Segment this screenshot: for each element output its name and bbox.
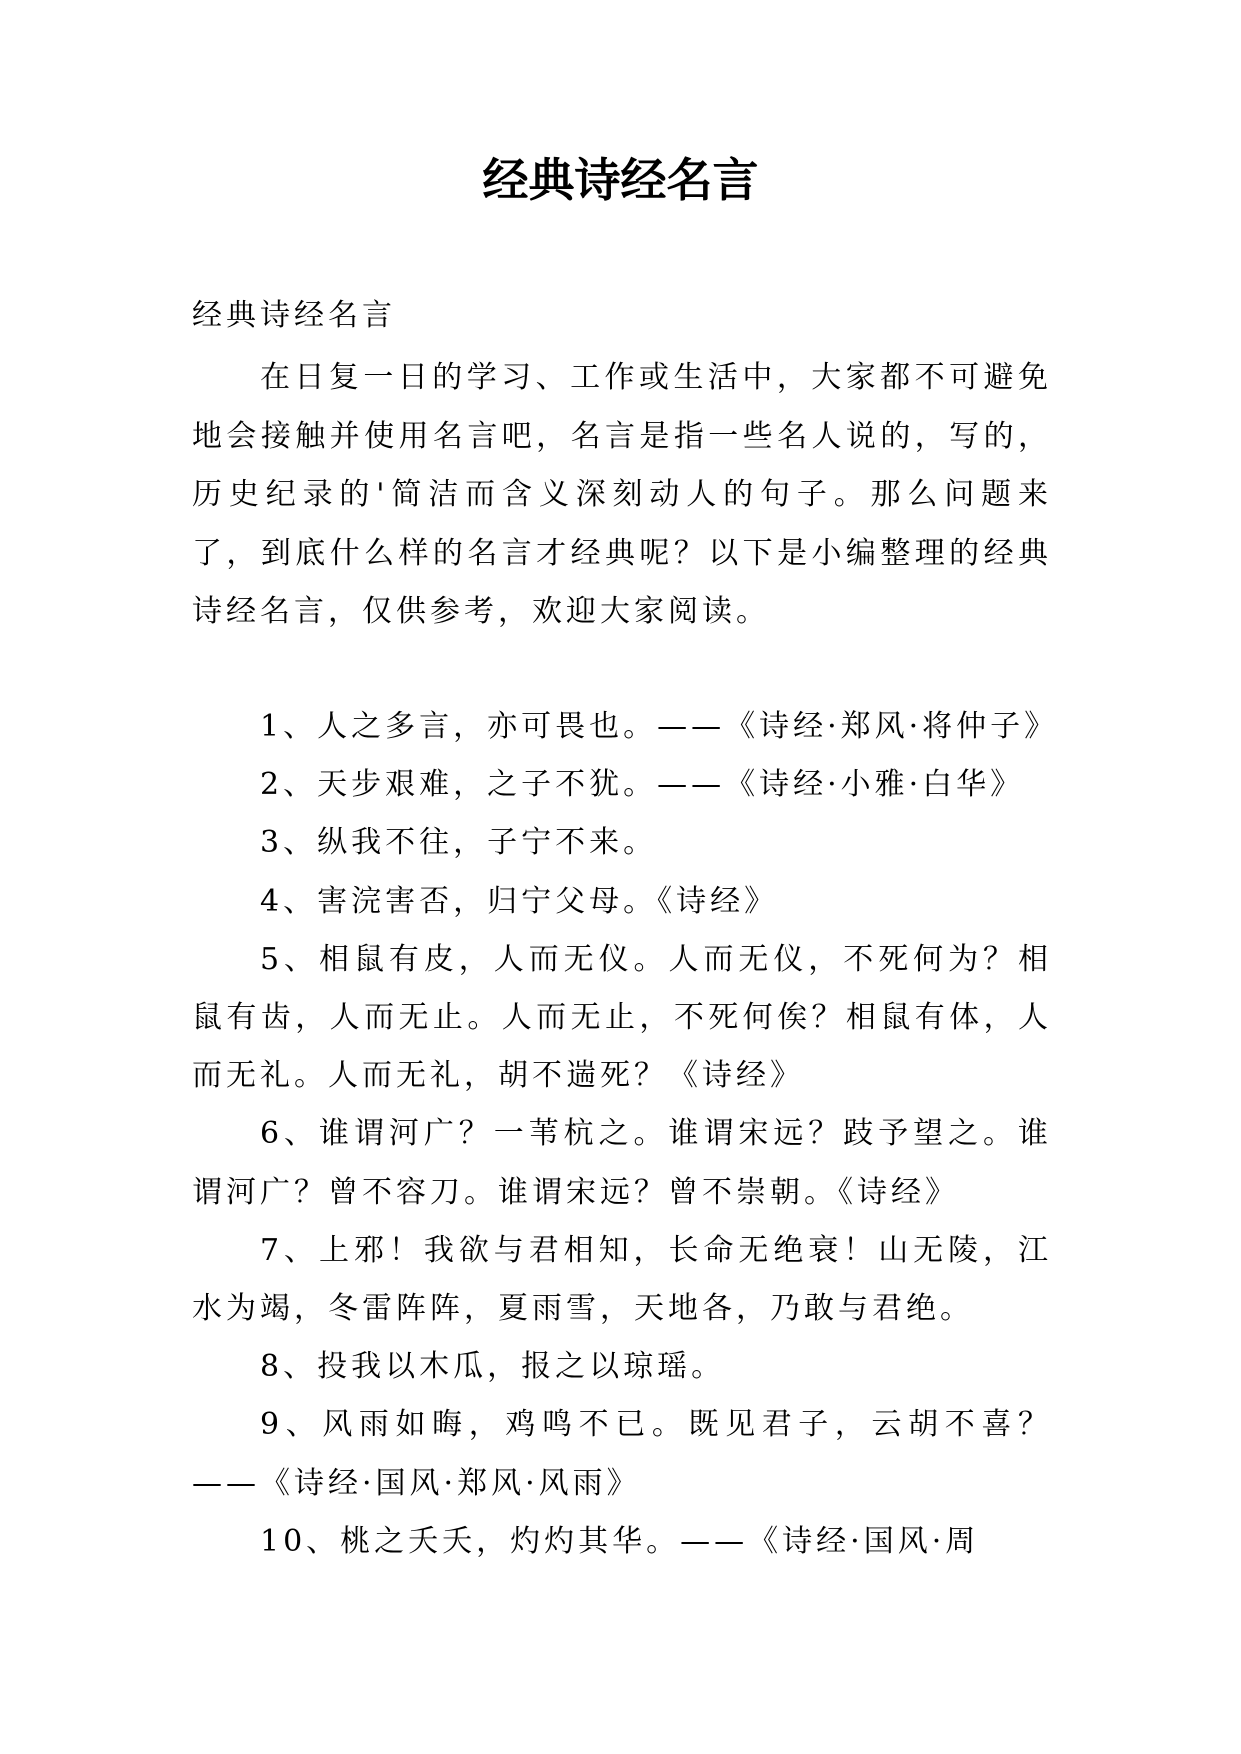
quote-item: 3、纵我不往，子宁不来。 — [260, 825, 658, 861]
quote-item: 1、人之多言，亦可畏也。——《诗经·郑风·将仲子》 — [260, 709, 1059, 744]
page-title: 经典诗经名言 — [482, 153, 759, 207]
quote-item: 2、天步艰难，之子不犹。——《诗经·小雅·白华》 — [260, 767, 1025, 803]
quote-item: 7、上邪！我欲与君相知，长命无绝衰！山无陵，江水为竭，冬雷阵阵，夏雨雪，天地各，乃敢与君绝。 — [192, 1232, 1052, 1327]
quote-item: 8、投我以木瓜，报之以琼瑶。 — [260, 1349, 726, 1385]
subtitle: 经典诗经名言 — [192, 298, 396, 333]
quote-item: 6、谁谓河广？一苇杭之。谁谓宋远？跂予望之。谁谓河广？曾不容刀。谁谓宋远？曾不崇朝。《诗经》 — [192, 1116, 1052, 1210]
quote-item: 5、相鼠有皮，人而无仪。人而无仪，不死何为？相鼠有齿，人而无止。人而无止，不死何俟？相鼠有体，人而无礼。人而无礼，胡不遄死？《诗经》 — [192, 941, 1052, 1094]
quote-list — [192, 698, 1059, 1571]
quote-item: 4、害浣害否，归宁父母。《诗经》 — [260, 883, 779, 919]
quote-item: 10、桃之夭夭，灼灼其华。——《诗经·国风·周 — [260, 1523, 980, 1559]
intro-paragraph: 在日复一日的学习、工作或生活中，大家都不可避免地会接触并使用名言吧，名言是指一些名人说的，写的，历史纪录的'简洁而含义深刻动人的句子。那么问题来了，到底什么样的名言才经典呢？以下是小编整理的经典诗经名言，仅供参考，欢迎大家阅读。 — [192, 360, 1052, 629]
quote-item: 9、风雨如晦，鸡鸣不已。既见君子，云胡不喜？——《诗经·国风·郑风·风雨》 — [192, 1407, 1052, 1501]
